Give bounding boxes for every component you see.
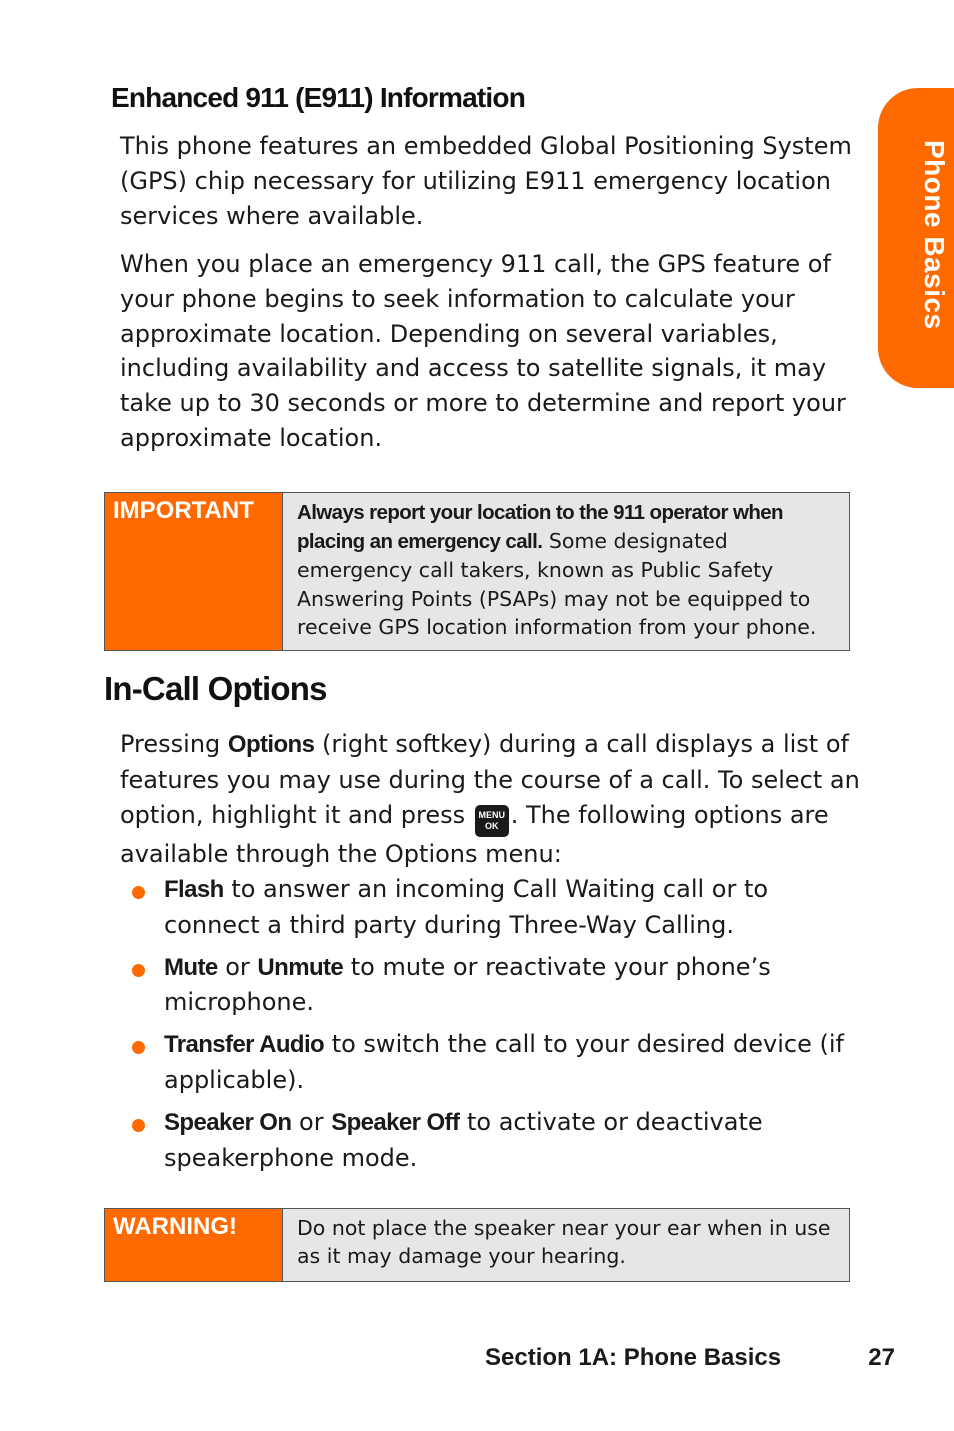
section-tab-label: Phone Basics — [919, 140, 950, 330]
list-item: Speaker On or Speaker Off to activate or deactivate speakerphone mode. — [120, 1105, 870, 1176]
page-footer — [485, 1344, 895, 1372]
intro-text-mid: (right softkey) during a call displays a list of features you may use during the course of a call. To select an option, highlight it and press — [120, 730, 860, 829]
incall-heading: In-Call Options — [104, 670, 327, 707]
warning-text: Do not place the speaker near your ear when in use as it may damage your hearing. — [297, 1216, 831, 1269]
list-item: Transfer Audio to switch the call to your desired device (if applicable). — [120, 1027, 870, 1098]
e911-paragraph-2: When you place an emergency 911 call, the GPS feature of your phone begins to seek information to calculate your approximate location. Depending on several variables, including availability and access to satellite signals, it may take up to 30 seconds or more to determine and report your approximate location. — [120, 250, 846, 452]
options-softkey-label: Options — [227, 731, 315, 758]
intro-text-post: . The following options are available through the Options menu: — [120, 800, 829, 868]
bullet-dot-icon — [132, 1119, 145, 1132]
list-item: Flash to answer an incoming Call Waiting call or to connect a third party during Three-Way Calling. — [120, 872, 870, 943]
incall-intro — [120, 727, 865, 871]
important-label: IMPORTANT — [105, 493, 283, 650]
options-list — [120, 872, 870, 1182]
bullet-dot-icon — [132, 964, 145, 977]
e911-heading: Enhanced 911 (E911) Information — [111, 82, 525, 113]
footer-section-title: Section 1A: Phone Basics — [485, 1344, 782, 1371]
important-bold-text: Always report your location to the 911 operator when placing an emergency call. — [297, 501, 783, 554]
warning-label: WARNING! — [105, 1209, 283, 1281]
menu-ok-key-icon: MENU OK — [475, 805, 509, 837]
important-callout — [104, 492, 850, 651]
bullet-dot-icon — [132, 1041, 145, 1054]
list-item: Mute or Unmute to mute or reactivate your phone’s microphone. — [120, 950, 870, 1021]
warning-callout — [104, 1208, 850, 1282]
e911-paragraph-1: This phone features an embedded Global Positioning System (GPS) chip necessary for utilizing E911 emergency location services where available. — [120, 132, 852, 230]
page-number: 27 — [868, 1344, 895, 1371]
important-body-text: Some designated emergency call takers, known as Public Safety Answering Points (PSAPs) may not be equipped to receive GPS location information from your phone. — [297, 529, 817, 639]
important-text — [283, 493, 849, 650]
bullet-dot-icon — [132, 886, 145, 899]
intro-text-pre: Pressing — [120, 730, 228, 758]
